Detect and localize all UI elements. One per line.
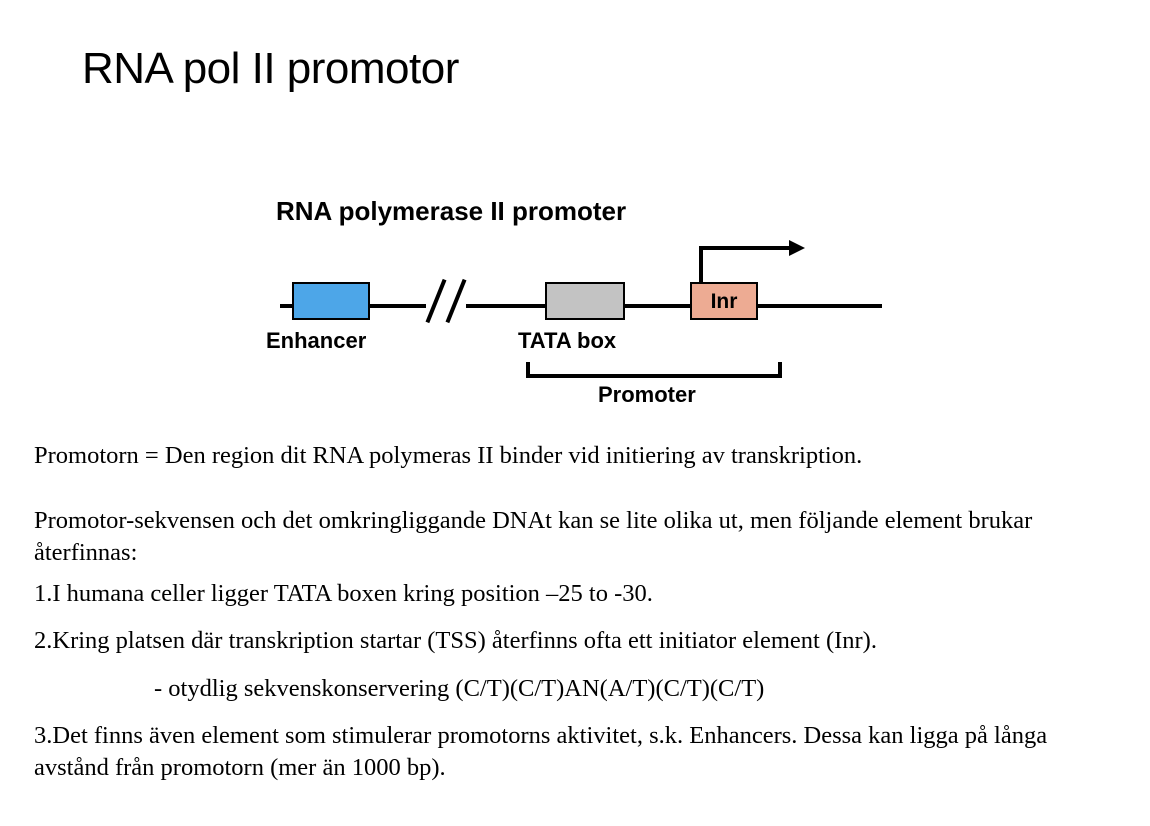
- promoter-label: Promoter: [598, 382, 696, 407]
- tss-arrow-shaft: [699, 246, 795, 250]
- paragraph-intro: Promotor-sekvensen och det omkringliggande DNAt kan se lite olika ut, men följande element brukar återfinnas:: [34, 507, 1033, 566]
- promoter-bracket: [526, 362, 782, 378]
- list-item: 3.Det finns även element som stimulerar promotorns aktivitet, s.k. Enhancers. Dessa kan ligga på långa avstånd från promotorn (mer än 1000 bp).: [34, 722, 1048, 781]
- tata-box-label: TATA box: [518, 328, 617, 353]
- figure-title: RNA polymerase II promoter: [276, 196, 627, 226]
- list-item: 2.Kring platsen där transkription startar (TSS) återfinns ofta ett initiator element (Inr).: [34, 627, 877, 655]
- enhancer-label: Enhancer: [266, 328, 367, 353]
- body-text: [34, 440, 1124, 799]
- bracket-bar: [526, 374, 782, 378]
- inr-box: [690, 282, 758, 320]
- list-item: 1.I humana celler ligger TATA boxen kring position –25 to -30.: [34, 580, 653, 608]
- tss-arrow-head-icon: [789, 240, 805, 256]
- list-item-sub: - otydlig sekvenskonservering (C/T)(C/T)AN(A/T)(C/T)(C/T): [154, 674, 765, 702]
- page-title: RNA pol II promotor: [82, 44, 459, 93]
- promoter-diagram: [258, 196, 908, 426]
- paragraph-definition: Promotorn = Den region dit RNA polymeras II binder vid initiering av transkription.: [34, 442, 863, 469]
- tata-box: [545, 282, 625, 320]
- tss-arrow-stem: [699, 246, 703, 284]
- inr-label: Inr: [710, 289, 738, 313]
- enhancer-box: [292, 282, 370, 320]
